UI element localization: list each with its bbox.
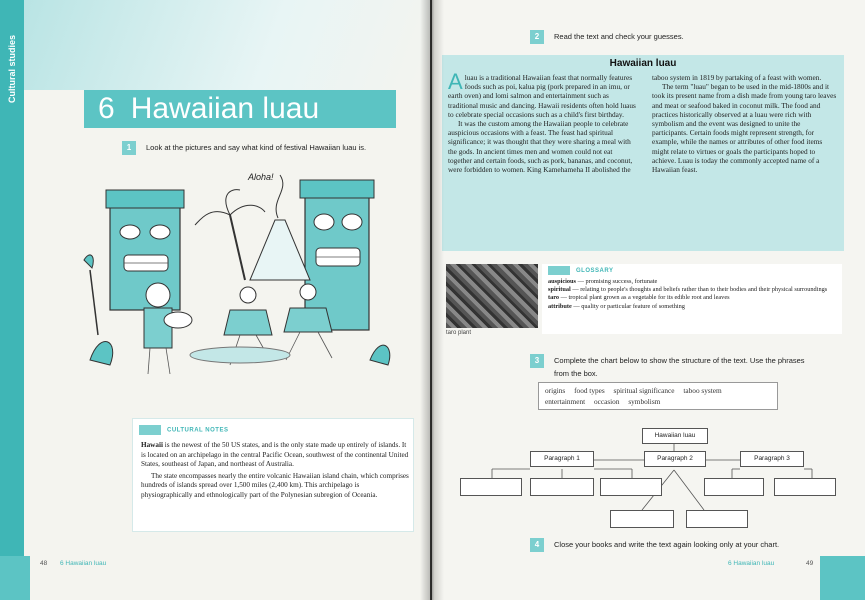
answer-box[interactable] xyxy=(610,510,674,528)
palm-tree-icon xyxy=(195,190,265,280)
sidebar-label: Cultural studies xyxy=(7,35,17,104)
leaf-icon xyxy=(370,345,390,365)
unit-title: Hawaiian luau xyxy=(130,92,320,125)
reading-text-box xyxy=(442,55,844,251)
glossary-item: attribute — quality or particular feature of something xyxy=(548,302,685,310)
notes-paragraph-1: is the newest of the 50 US states, and is the only state made up entirely of islands. It is located on an archipelago in the central Pacific Ocean, southwest of the continental United States, southeast of Japan, and northeast of Australia. xyxy=(141,441,409,469)
answer-box[interactable] xyxy=(600,478,662,496)
reading-paragraph-4: The term "luau" began to be used in the mid-1800s and it took its present name from a dish made from young taro leaves and meat or seafood baked in coconut milk. The food and practices historically observed at a luau were rich with symbolism and the event was designed to unite the participants. Certain foods might represent strength, for example, while the names or attributes of other food items might relate to virtues or goals the participants hoped to achieve. Luau is today the commonly accepted name of a Hawaiian feast. xyxy=(652,82,837,175)
notes-paragraph-2: The state encompasses nearly the entire volcanic Hawaiian island chain, which comprises hundreds of islands spread over 1,500 miles (2,400 km). This archipelago is physiographically and ethnologically part of the Polynesian subregion of Oceania. xyxy=(141,471,409,499)
speech-text: Aloha! xyxy=(248,172,274,182)
notes-tab-icon xyxy=(139,425,161,435)
leaf-icon xyxy=(90,341,113,365)
diagram-paragraph-1-node: Paragraph 1 xyxy=(530,451,594,467)
task-2-number: 2 xyxy=(530,30,544,44)
ukulele-player-icon xyxy=(144,283,192,374)
left-tiki-icon xyxy=(106,190,184,310)
glossary-item: spiritual — relating to people's thoughts and beliefs rather than to their bodies and their physical surroundings xyxy=(548,286,828,294)
phrase: taboo system xyxy=(683,386,722,395)
reading-paragraph-3: taboo system in 1819 by partaking of a feast with women. xyxy=(652,73,822,82)
right-page-number: 49 xyxy=(806,560,814,567)
drop-cap: A xyxy=(448,69,463,94)
diagram-paragraph-3-node: Paragraph 3 xyxy=(740,451,804,467)
answer-box[interactable] xyxy=(460,478,522,496)
taro-caption: taro plant xyxy=(446,330,472,336)
unit-title-bar xyxy=(84,90,396,128)
glossary-box xyxy=(542,264,842,334)
task-1 xyxy=(122,141,366,155)
task-3-text-line2: from the box. xyxy=(554,369,598,378)
unit-number: 6 xyxy=(98,92,115,125)
cultural-notes-body xyxy=(141,441,409,503)
reading-column-2 xyxy=(652,73,838,174)
taro-plant-photo xyxy=(446,264,538,328)
section-sidebar xyxy=(0,0,24,600)
reading-paragraph-1: luau is a traditional Hawaiian feast that normally features foods such as poi, kalua pig (pork prepared in an imu, or earth oven) and lomi salmon and entertainment such as traditional music and dancing. Hawaii residents often hold luaus to celebrate special occasions such as a child's first birthday. xyxy=(448,73,636,119)
glossary-item: auspicious — promising success, fortunate xyxy=(548,278,658,285)
phrase: origins xyxy=(545,386,566,395)
left-footer-unit: 6 Hawaiian luau xyxy=(60,560,107,567)
cultural-notes-box xyxy=(132,418,414,532)
glossary-tab-icon xyxy=(548,266,570,275)
reading-column-1 xyxy=(448,69,636,175)
diagram-root-node: Hawaiian luau xyxy=(642,428,708,444)
reading-title: Hawaiian luau xyxy=(609,58,677,69)
task-3-text-line1: Complete the chart below to show the structure of the text. Use the phrases xyxy=(554,355,805,365)
phrase: food types xyxy=(574,386,605,395)
task-4-text: Close your books and write the text again looking only at your chart. xyxy=(554,539,780,549)
reading-paragraph-2: It was the custom among the Hawaiian people to celebrate auspicious occasions with a feast. The feast had spiritual significance; it was thought that they were sharing a meal with the gods. In ancient times men and women could not eat together and certain foods, such as pork, bananas, and coconut, were forbidden to women. King Kamehameha II abolished the xyxy=(448,119,633,175)
left-page-number: 48 xyxy=(40,560,48,567)
left-footer xyxy=(0,556,430,600)
glossary-list xyxy=(548,278,840,311)
header-band xyxy=(24,0,430,90)
task-4-number: 4 xyxy=(530,538,544,552)
task-1-number: 1 xyxy=(122,141,136,155)
phrase: entertainment xyxy=(545,397,586,406)
phrase: occasion xyxy=(593,397,620,406)
task-3 xyxy=(530,354,805,379)
answer-box[interactable] xyxy=(774,478,836,496)
glossary-heading: GLOSSARY xyxy=(548,266,613,275)
phrase: symbolism xyxy=(628,397,661,406)
right-footer-unit: 6 Hawaiian luau xyxy=(728,560,775,567)
notes-bold-term: Hawaii xyxy=(141,441,163,449)
phrase-box xyxy=(538,382,778,410)
phrase: spiritual significance xyxy=(613,386,675,395)
task-2 xyxy=(530,30,684,44)
glossary-item: taro — tropical plant grown as a vegetable for its edible root and leaves xyxy=(548,294,730,302)
diagram-paragraph-2-node: Paragraph 2 xyxy=(644,451,706,467)
cultural-notes-heading: CULTURAL NOTES xyxy=(139,425,228,435)
task-4 xyxy=(530,538,779,552)
left-page xyxy=(0,0,430,600)
answer-box[interactable] xyxy=(704,478,764,496)
task-1-text: Look at the pictures and say what kind of festival Hawaiian luau is. xyxy=(146,142,367,152)
volcano-icon xyxy=(250,220,310,280)
task-2-text: Read the text and check your guesses. xyxy=(554,31,684,41)
answer-box[interactable] xyxy=(686,510,748,528)
task-3-number: 3 xyxy=(530,354,544,368)
luau-illustration xyxy=(80,160,400,380)
answer-box[interactable] xyxy=(530,478,594,496)
right-page xyxy=(432,0,865,600)
